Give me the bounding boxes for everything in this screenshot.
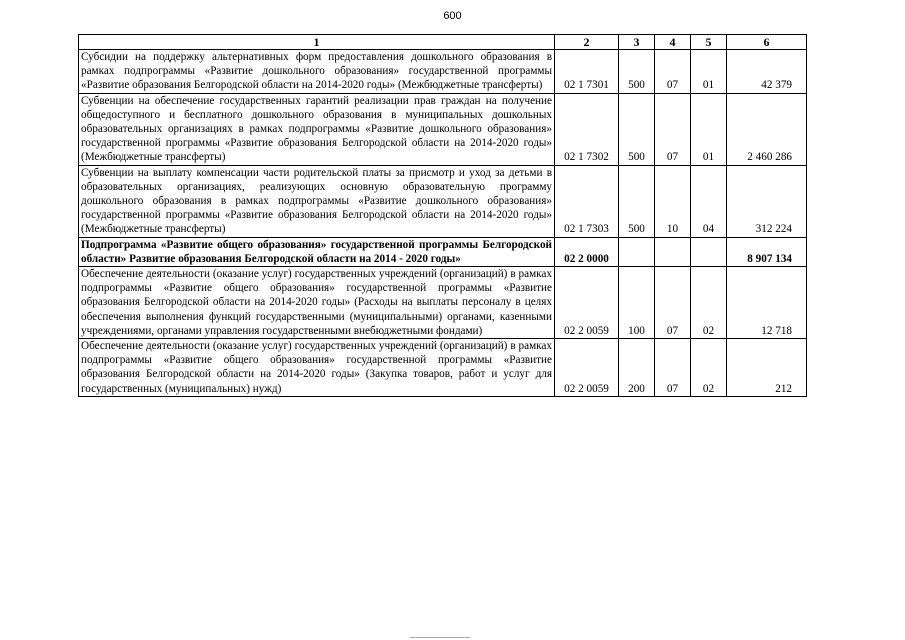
row-col-3: 500 <box>619 50 655 94</box>
row-description: Субвенции на обеспечение государственных гарантий реализации прав граждан на получение общедоступного и бесплатного дошкольного образования в муниципальных дошкольных образовательных организациях в рамках подпрограммы «Развитие дошкольного образования» государственной программы «Развитие образования Белгородской области на 2014-2020 годы» (Межбюджетные трансферты) <box>79 93 555 165</box>
row-amount: 8 907 134 <box>727 237 807 266</box>
row-code: 02 1 7303 <box>555 165 619 237</box>
row-col-3: 500 <box>619 93 655 165</box>
row-col-4: 10 <box>655 165 691 237</box>
row-code: 02 2 0059 <box>555 339 619 397</box>
row-amount: 12 718 <box>727 267 807 339</box>
row-col-4: 07 <box>655 339 691 397</box>
row-code: 02 2 0000 <box>555 237 619 266</box>
row-description: Обеспечение деятельности (оказание услуг) государственных учреждений (организаций) в рамках подпрограммы «Развитие общего образования» государственной программы «Развитие образования Белгородской области на 2014-2020 годы» (Расходы на выплаты персоналу в целях обеспечения выполнения функций государственными (муниципальными) органами, казенными учреждениями, органами управления государственными внебюджетными фондами) <box>79 267 555 339</box>
header-col-6: 6 <box>727 35 807 50</box>
row-col-3: 500 <box>619 165 655 237</box>
header-col-1: 1 <box>79 35 555 50</box>
header-col-5: 5 <box>691 35 727 50</box>
row-description: Подпрограмма «Развитие общего образования» государственной программы Белгородской области» Развитие образования Белгородской области на 2014 - 2020 годы» <box>79 237 555 266</box>
row-code: 02 1 7301 <box>555 50 619 94</box>
row-col-5: 01 <box>691 50 727 94</box>
row-code: 02 1 7302 <box>555 93 619 165</box>
row-description: Субсидии на поддержку альтернативных форм предоставления дошкольного образования в рамках подпрограммы «Развитие дошкольного образования» государственной программы «Развитие образования Белгородской области на 2014-2020 годы» (Межбюджетные трансферты) <box>79 50 555 94</box>
table-row <box>79 267 807 339</box>
row-amount: 2 460 286 <box>727 93 807 165</box>
row-col-3 <box>619 237 655 266</box>
row-col-4: 07 <box>655 267 691 339</box>
table-row <box>79 165 807 237</box>
row-col-5: 02 <box>691 267 727 339</box>
row-amount: 42 379 <box>727 50 807 94</box>
bottom-rule <box>410 637 470 638</box>
header-col-3: 3 <box>619 35 655 50</box>
table-row-subprogram <box>79 237 807 266</box>
table-row <box>79 339 807 397</box>
row-amount: 312 224 <box>727 165 807 237</box>
top-rule <box>0 0 905 1</box>
table-header-row <box>79 35 807 50</box>
header-col-2: 2 <box>555 35 619 50</box>
row-col-5: 04 <box>691 165 727 237</box>
table-row <box>79 50 807 94</box>
row-description: Субвенции на выплату компенсации части родительской платы за присмотр и уход за детьми в образовательных организациях, реализующих основную образовательную программу дошкольного образования в рамках подпрограммы «Развитие дошкольного образования» государственной программы «Развитие образования Белгородской области на 2014-2020 годы» (Межбюджетные трансферты) <box>79 165 555 237</box>
row-col-3: 200 <box>619 339 655 397</box>
page-number: 600 <box>443 10 462 22</box>
row-col-4 <box>655 237 691 266</box>
row-col-5: 01 <box>691 93 727 165</box>
header-col-4: 4 <box>655 35 691 50</box>
row-description: Обеспечение деятельности (оказание услуг) государственных учреждений (организаций) в рамках подпрограммы «Развитие общего образования» государственной программы «Развитие образования Белгородской области на 2014-2020 годы» (Закупка товаров, работ и услуг для государственных (муниципальных) нужд) <box>79 339 555 397</box>
table-row <box>79 93 807 165</box>
row-code: 02 2 0059 <box>555 267 619 339</box>
row-col-4: 07 <box>655 93 691 165</box>
row-col-5 <box>691 237 727 266</box>
row-col-5: 02 <box>691 339 727 397</box>
row-col-3: 100 <box>619 267 655 339</box>
budget-table <box>78 34 807 397</box>
row-col-4: 07 <box>655 50 691 94</box>
row-amount: 212 <box>727 339 807 397</box>
